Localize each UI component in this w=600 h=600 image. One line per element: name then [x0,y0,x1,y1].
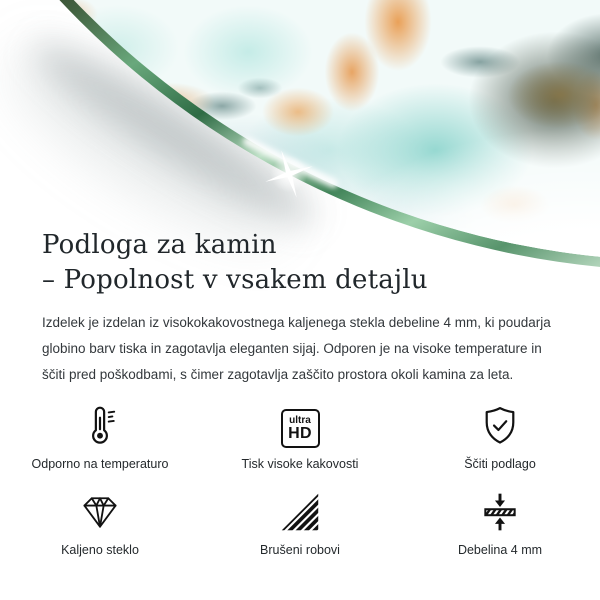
feature-tempered-glass [5,490,195,558]
feature-label: Debelina 4 mm [457,543,543,557]
shield-check-icon [478,404,522,448]
features-grid [0,404,600,558]
product-description: Izdelek je izdelan iz visokokakovostnega kaljenega stekla debeline 4 mm, ki poudarja globino barv tiska in zagotavlja eleganten sijaj. Odporen je na visoke temperature in ščiti pred poškodbami, s čimer zagotavlja zaščito prostora okoli kamina za leta. [42,315,551,382]
thermometer-icon [78,404,122,448]
ultra-hd-badge-bottom-text: HD [288,425,312,442]
feature-brushed-edges [205,490,395,558]
thickness-icon [478,490,522,534]
ultra-hd-badge [281,409,320,448]
title-line-1: Podloga za kamin [42,230,277,260]
feature-label: Odporno na temperaturo [31,457,169,471]
feature-protects-surface [405,404,595,472]
page-title [42,228,428,298]
ultra-hd-badge-top-text: ultra [289,415,311,426]
diamond-icon [78,490,122,534]
feature-label: Tisk visoke kakovosti [241,457,359,471]
feature-label: Kaljeno steklo [61,543,139,557]
feature-thickness [405,490,595,558]
feature-temperature-resistant [5,404,195,472]
ultra-hd-icon [281,404,320,448]
title-line-2: – Popolnost v vsakem detajlu [42,265,428,295]
feature-label: Ščiti podlago [464,457,536,471]
feature-print-quality [205,404,395,472]
feature-label: Brušeni robovi [260,543,340,557]
brushed-edges-icon [278,490,322,534]
